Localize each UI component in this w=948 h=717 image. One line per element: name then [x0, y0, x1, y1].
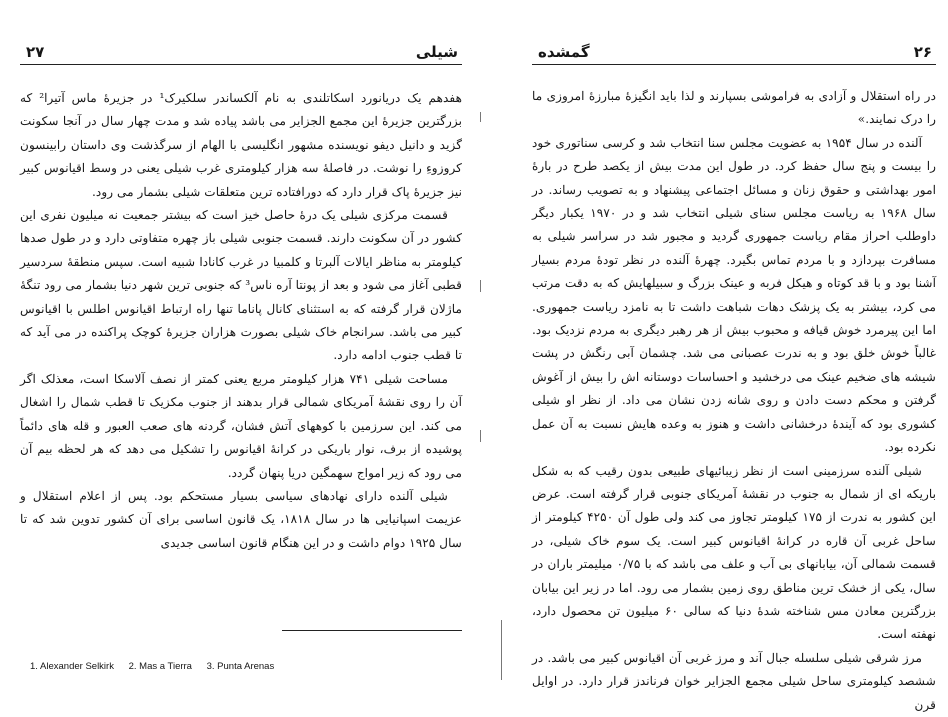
- footnote-divider: [282, 630, 462, 631]
- page-header: [532, 38, 936, 65]
- paragraph: هفدهم یک دریانورد اسکاتلندی به نام آلکساندر سلکیرک¹ در جزیرهٔ ماس آتیرا² که بزرگترین جزیرهٔ این مجمع الجزایر می باشد پیاده شد و مدت چهار سال در آنجا سکونت گزید و دانیل دیفو نویسنده مشهور انگلیسی با الهام از سرگذشت وی داستان رابینسون کروزوءِ را نوشت. در فاصلهٔ سه هزار کیلومتری غرب شیلی یعنی در وسط اقیانوس کبیر نیز جزیرهٔ پاک قرار دارد که دورافتاده ترین متعلقات شیلی بشمار می رود.: [20, 91, 463, 199]
- running-title: شیلی: [415, 43, 458, 61]
- paragraph: مساحت شیلی ۷۴۱ هزار کیلومتر مربع یعنی کمتر از نصف آلاسکا است، معذلک اگر آن را روی نقشهٔ آمریکای شمالی قرار بدهند از جنوب مکزیک تا قطب شمال را اشغال می کند. این سرزمین با کوههای آتش فشان، گردنه های صعب العبور و قله های دائماً پوشیده از برف، نوار باریکی در کرانهٔ اقیانوس را تشکیل می دهد که هر لحظه بیم آن می رود که زیر امواج سهمگین دریا پنهان گردد.: [20, 371, 462, 480]
- paragraph: آلنده در سال ۱۹۵۴ به عضویت مجلس سنا انتخاب شد و کرسی سناتوری خود را بیست و پنج سال حفظ کرد. در طول این مدت بیش از یکصد طرح در بارهٔ امور بهداشتی و حقوق زنان و مسائل اجتماعی پیشنهاد و به تصویب رساند. در سال ۱۹۶۸ به ریاست مجلس سنای شیلی انتخاب شد و در ۱۹۷۰ یکبار دیگر داوطلب احراز مقام ریاست جمهوری گردید و مجبور شد در سراسر شیلی به مسافرت بپردازد و با مردم تماس بگیرد. چهرهٔ آلنده در نظر تودهٔ مردم بسیار آشنا بود و با قد کوتاه و هیکل فربه و عینک بزرگ و سبیلهایش که به دقت مرتب می کرد، بیشتر به یک پزشک دهات شباهت داشت تا به نامزد ریاست جمهوری. اما این پیرمرد خوش قیافه و محبوب بیش از هر رهبر دیگری به مردم نزدیک بود. غالباً خوش خلق بود و به ندرت عصبانی می شد. چشمان آبی رنگش در پشت شیشه های ضخیم عینک می درخشید و احساسات دوستانه اش را بیش از آغوش گرفتن و محکم دست دادن و روی شانه زدن نشان می داد. از نظر او شیلی کشوری بود که آیندهٔ درخشانی داشت و هنوز به وعده هایش نسبت به آن عمل نکرده بود.: [532, 135, 937, 455]
- page-header: [20, 38, 462, 65]
- paragraph: شیلی آلنده سرزمینی است از نظر زیبائیهای طبیعی بدون رقیب که به شکل باریکه ای از شمال به جنوب در نقشهٔ آمریکای جنوبی قرار گرفته است. عرض این کشور به ندرت از ۱۷۵ کیلومتر تجاوز می کند ولی طول آن ۴۲۵۰ کیلومتر از ساحل غربی آن قاره در کرانهٔ اقیانوس کبیر است. یک سوم خاک شیلی، در قسمت شمالی آن، بیابانهای بی آب و علف می باشد که با ۰/۷۵ میلیمتر باران در سال، یکی از خشک ترین مناطق روی زمین بشمار می رود. اما در زیر این بیابان بزرگترین معادن مس شناخته شدهٔ دنیا که سالی ۶۰ میلیون تن محصول دارد، نهفته است.: [532, 463, 936, 642]
- paragraph: شیلی آلنده دارای نهادهای سیاسی بسیار مستحکم بود. پس از اعلام استقلال و عزیمت اسپانیایی ها در سال ۱۸۱۸، یک قانون اساسی برای آن کشور تدوین شد که تا سال ۱۹۲۵ دوام داشت و در این هنگام قانون اساسی جدیدی: [20, 488, 462, 550]
- footnote-1: 1. Alexander Selkirk: [30, 661, 114, 672]
- paragraph: در راه استقلال و آزادی به فراموشی بسپارند و لذا باید انگیزهٔ مبارزهٔ امروزی ما را درک نمایند.»: [532, 89, 936, 127]
- gutter-shadow: [480, 112, 481, 122]
- page-number: گمشده: [538, 43, 590, 61]
- page-body: [20, 87, 462, 555]
- gutter-shadow: [480, 280, 481, 292]
- page-body: [532, 85, 936, 717]
- paragraph: قسمت مرکزی شیلی یک درهٔ حاصل خیز است که بیشتر جمعیت نه میلیون نفری این کشور در آن سکونت دارند. قسمت جنوبی شیلی باز چهره متفاوتی دارد و در طول صدها کیلومتر به مناظر ایالات آلبرتا و کلمبیا در غرب کانادا شبیه است. سپس منطقهٔ سردسیر قطبی آغاز می شود و بعد از پونتا آره ناس³ که جنوبی ترین شهر دنیا بشمار می رود تنگهٔ ماژلان قرار گرفته که به استثنای کانال پاناما تنها راه ارتباط اقیانوس اطلس با اقیانوس کبیر می باشد. سرانجام خاک شیلی بصورت هزاران جزیرهٔ کوچک پراکنده در می آید که تا قطب جنوب ادامه دارد.: [20, 208, 462, 363]
- paragraph: مرز شرقی شیلی سلسله جبال آند و مرز غربی آن اقیانوس کبیر می باشد. در ششصد کیلومتری ساحل شیلی مجمع الجزایر خوان فرناندز قرار دارد. در اوایل قرن: [532, 650, 936, 712]
- footnote-3: 3. Punta Arenas: [206, 661, 275, 672]
- right-page: [532, 0, 937, 712]
- footnotes: [30, 661, 286, 672]
- running-title: ۲۶: [913, 43, 932, 61]
- book-gutter: [477, 100, 505, 690]
- gutter-shadow: [480, 430, 481, 442]
- left-page: [20, 0, 462, 691]
- page-number: ۲۷: [26, 43, 45, 61]
- footnote-2: 2. Mas a Tierra: [128, 661, 192, 672]
- gutter-shadow: [501, 620, 502, 680]
